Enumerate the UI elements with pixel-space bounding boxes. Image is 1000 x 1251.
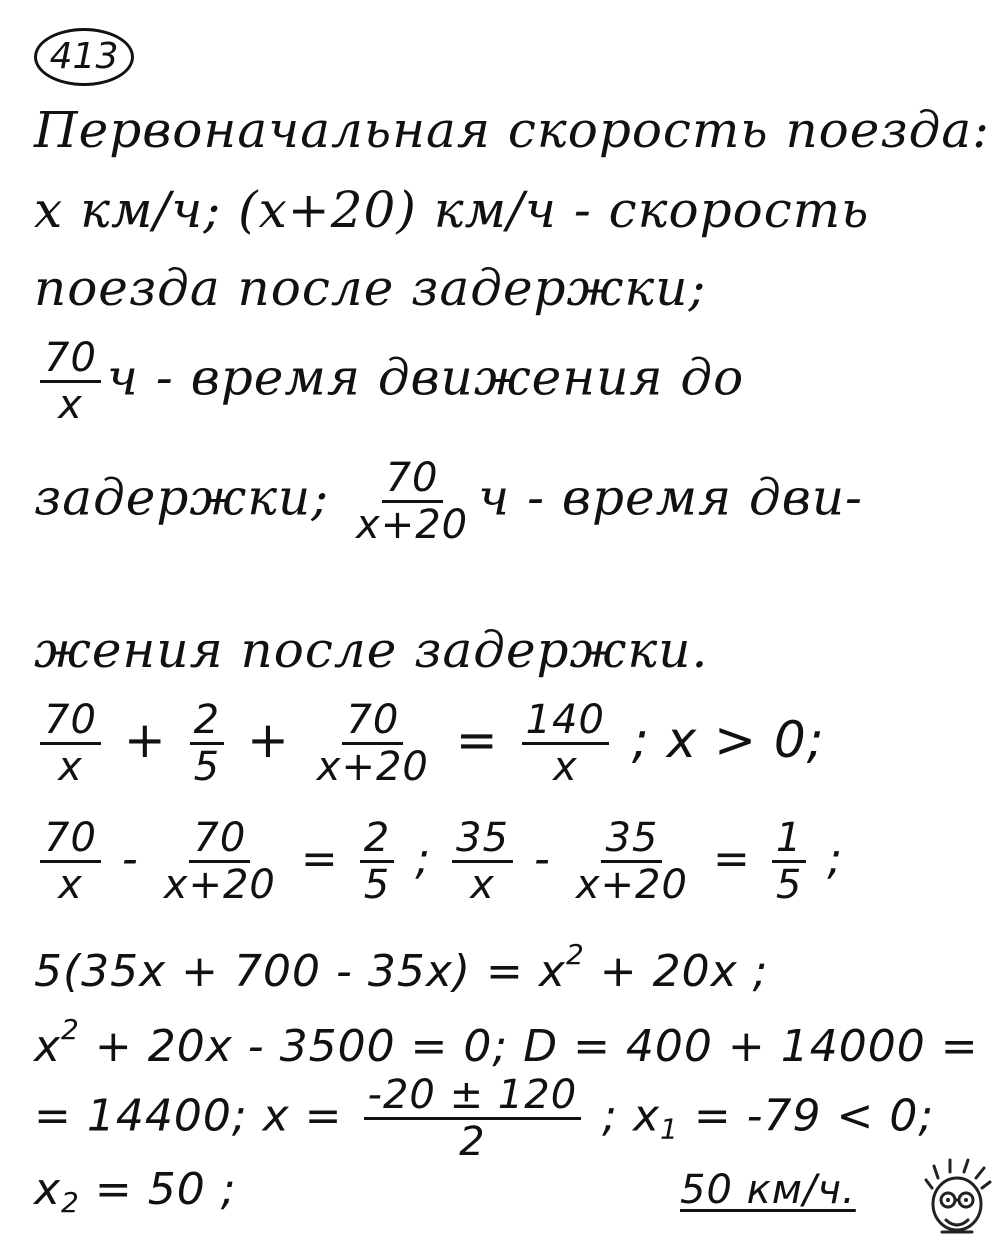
- text-segment: ; x: [602, 1090, 661, 1142]
- fraction: [572, 815, 692, 908]
- text-line-4: [34, 335, 980, 428]
- text-line-3: поезда после задержки;: [34, 259, 707, 317]
- text-segment: x: [34, 1164, 62, 1215]
- fraction: [40, 697, 101, 790]
- text-line-2: x км/ч; (x+20) км/ч - скорость: [34, 181, 870, 239]
- denominator: x+20: [316, 744, 429, 790]
- text-segment: + 20x - 3500 = 0; D = 400 + 14000 =: [79, 1021, 979, 1072]
- text-segment: задержки;: [34, 468, 330, 527]
- numerator: 70: [382, 458, 443, 503]
- operator: =: [455, 711, 499, 769]
- fraction: [40, 815, 101, 908]
- operator: -: [533, 833, 551, 885]
- operator: =: [712, 833, 751, 885]
- text-line-1: Первоначальная скорость поезда:: [34, 101, 990, 159]
- denominator: x+20: [163, 862, 276, 908]
- denominator: 2: [459, 1119, 486, 1165]
- fraction: [452, 815, 513, 908]
- text-segment: + 20x ;: [584, 946, 769, 997]
- answer-text: 50 км/ч.: [680, 1167, 856, 1213]
- text-line-5: [34, 455, 980, 548]
- numerator: -20 ± 120: [364, 1075, 582, 1120]
- separator: ;: [415, 833, 432, 885]
- fraction: [313, 697, 433, 790]
- numerator: 1: [772, 818, 806, 863]
- denominator: 5: [363, 862, 391, 908]
- problem-number-badge: 413: [34, 28, 134, 86]
- exponent: 2: [565, 938, 585, 971]
- numerator: 70: [40, 818, 101, 863]
- fraction: [364, 1072, 582, 1165]
- operator: +: [123, 711, 167, 769]
- fraction: [40, 335, 101, 428]
- denominator: x: [58, 862, 83, 908]
- fraction: [772, 815, 806, 908]
- numerator: 70: [342, 700, 403, 745]
- denominator: x+20: [575, 862, 688, 908]
- numerator: 70: [40, 700, 101, 745]
- numerator: 35: [601, 818, 662, 863]
- fraction: [522, 697, 609, 790]
- denominator: x: [58, 382, 83, 428]
- equation-line-5: [34, 1072, 980, 1165]
- text-segment: ч - время дви-: [478, 468, 863, 527]
- text-segment: x: [34, 1021, 62, 1072]
- text-segment: = 14400; x =: [34, 1090, 343, 1142]
- text-segment: = 50 ;: [79, 1164, 237, 1215]
- operator: +: [246, 711, 290, 769]
- denominator: x: [58, 744, 83, 790]
- denominator: x: [470, 862, 495, 908]
- text-segment: ч - время движения до: [106, 348, 745, 407]
- fraction: [360, 815, 394, 908]
- denominator: 5: [775, 862, 803, 908]
- operator: =: [300, 833, 339, 885]
- denominator: x: [552, 744, 578, 790]
- equation-line-2: [34, 815, 980, 908]
- fraction: [190, 697, 224, 790]
- text-segment: = -79 < 0;: [678, 1090, 935, 1142]
- numerator: 140: [522, 700, 609, 745]
- fraction: [160, 815, 280, 908]
- subscript: 1: [660, 1112, 679, 1146]
- numerator: 2: [190, 700, 224, 745]
- numerator: 2: [360, 818, 394, 863]
- denominator: 5: [193, 744, 221, 790]
- text-segment: 5(35x + 700 - 35x) = x: [34, 946, 566, 997]
- text-segment: ;: [827, 833, 844, 885]
- equation-line-3: [34, 925, 980, 1002]
- text-segment: ; x > 0;: [631, 711, 825, 769]
- fraction: [352, 455, 472, 548]
- exponent: 2: [61, 1013, 80, 1046]
- numerator: 70: [40, 338, 101, 383]
- subscript: 2: [61, 1186, 80, 1219]
- operator: -: [121, 833, 139, 885]
- denominator: x+20: [356, 502, 469, 548]
- equation-line-4: [34, 1000, 980, 1077]
- equation-line-1: [34, 697, 980, 790]
- numerator: 35: [452, 818, 513, 863]
- numerator: 70: [189, 818, 250, 863]
- mascot-logo-icon: [922, 1158, 992, 1240]
- text-line-6: жения после задержки.: [34, 621, 709, 679]
